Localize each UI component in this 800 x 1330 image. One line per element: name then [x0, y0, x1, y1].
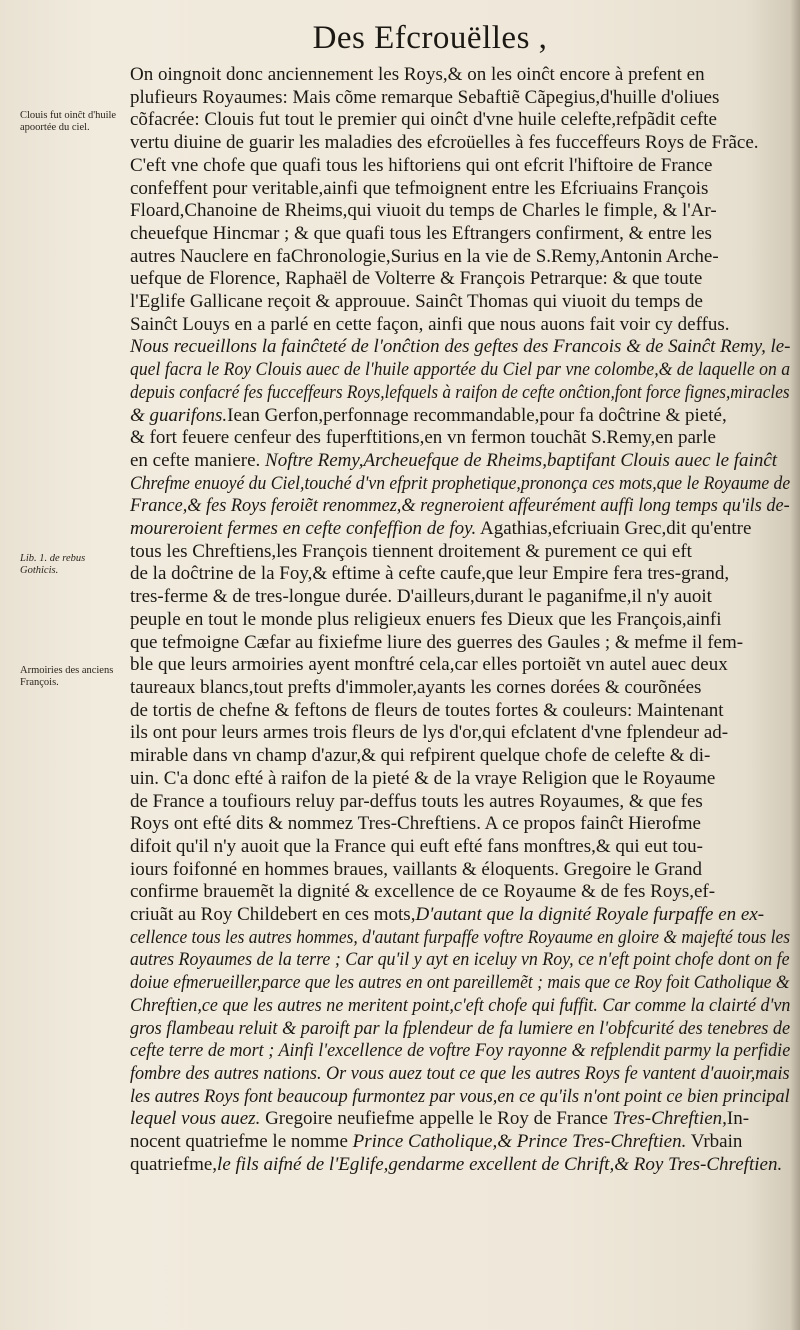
text-segment: ble que leurs armoiries ayent monftré cela,car elles portoiẽt vn autel auec deux: [130, 654, 728, 676]
text-segment: mirable dans vn champ d'azur,& qui refpirent quelque chofe de celefte & di-: [130, 745, 711, 767]
text-segment: taureaux blancs,tout prefts d'immoler,ayants les cornes dorées & courõnées: [130, 676, 702, 698]
text-line: [130, 677, 790, 700]
text-line: [130, 405, 790, 428]
text-segment: In-: [726, 1108, 750, 1130]
text-segment: Agathias,efcriuain Grec,dit qu'entre: [476, 518, 752, 540]
text-line: [130, 994, 791, 1018]
italic-quote-segment: Noftre Remy,Archeuefque de Rheims,baptifant Clouis auec le fainĉt: [265, 449, 778, 471]
body-text: [130, 64, 790, 1176]
text-segment: de tortis de chefne & feftons de fleurs de toutes fortes & couleurs: Maintenant: [130, 699, 724, 721]
italic-quote-segment: doiue efmerueiller,parce que les autres en ont pareillemẽt ; mais que ce Roy foit Catholique &: [130, 972, 790, 994]
text-line: [130, 178, 790, 201]
text-line: [130, 1017, 791, 1041]
text-line: [130, 336, 791, 359]
text-segment: ils ont pour leurs armes trois fleurs de lys d'or,qui efclatent d'vne fplendeur ad-: [130, 722, 729, 744]
text-line: [130, 246, 790, 269]
italic-quote-segment: Nous recueillons la fainĉteté de l'onĉtion des geftes des Francois & de Sainĉt Remy, le-: [130, 336, 791, 358]
italic-quote-segment: lequel vous auez.: [130, 1108, 261, 1130]
text-line: [130, 881, 790, 904]
italic-quote-segment: D'autant que la dignité Royale furpaffe en ex-: [415, 904, 765, 926]
text-segment: & fort feuere cenfeur des fuperftitions,en vn fermon touchãt S.Remy,en parle: [130, 427, 716, 449]
text-segment: iours foifonné en hommes braues, vaillants & éloquents. Gregoire le Grand: [130, 858, 702, 880]
text-line: [130, 291, 790, 314]
text-line: [130, 268, 790, 291]
italic-quote-segment: les autres Roys font beaucoup furmontez par vous,en ce qu'ils n'ont point ce bien principal: [130, 1085, 790, 1107]
text-line: [130, 518, 790, 541]
text-line: [130, 1062, 790, 1086]
text-line: [130, 132, 790, 155]
text-segment: On oingnoit donc anciennement les Roys,& on les oinĉt encore à prefent en: [130, 64, 705, 85]
text-segment: C'eft vne chofe que quafi tous les hiftoriens qui ont efcrit l'hiftoire de France: [130, 154, 713, 176]
text-line: [130, 155, 790, 178]
text-line: [130, 654, 790, 677]
text-line: [130, 427, 790, 450]
text-segment: Vrbain: [686, 1131, 743, 1153]
margin-note-armoiries: Armoiries des anciens François.: [20, 665, 114, 688]
text-line: [130, 1040, 791, 1063]
text-line: [130, 632, 790, 655]
text-line: [130, 1085, 790, 1109]
running-header: Des Efcrouëlles ,: [312, 20, 548, 56]
text-segment: tous les Chreftiens,les François tiennent droitement & purement ce qui eft: [130, 540, 692, 562]
text-line: [130, 381, 790, 405]
text-line: [130, 904, 790, 927]
text-line: [130, 495, 790, 518]
text-line: [130, 586, 790, 609]
text-segment: plufieurs Royaumes: Mais cõme remarque Sebaftiẽ Cãpegius,d'huille d'oliues: [130, 86, 720, 108]
text-segment: autres Nauclere en faChronologie,Surius en la vie de S.Remy,Antonin Arche-: [130, 245, 719, 267]
italic-quote-segment: le fils aifné de l'Eglife,gendarme excellent de Chrift,& Roy Tres-Chreftien.: [217, 1153, 783, 1175]
text-line: [130, 859, 790, 882]
text-line: [130, 87, 790, 110]
text-line: [130, 926, 790, 950]
italic-quote-segment: fombre des autres nations. Or vous auez tout ce que les autres Roys fe vantent d'auoir,mais: [130, 1062, 790, 1084]
text-line: [130, 223, 790, 246]
italic-quote-segment: Chrefme enuoyé du Ciel,touché d'vn efprit prophetique,prononça ces mots,que le Royaume de: [130, 472, 791, 494]
text-segment: uin. C'a donc efté à raifon de la pieté & de la vraye Religion que le Royaume: [130, 767, 716, 789]
text-segment: confirme brauemẽt la dignité & excellence de ce Royaume & de fes Roys,ef-: [130, 881, 716, 903]
italic-quote-segment: autres Royaumes de la terre ; Car qu'il y ayt en iceluy vn Roy, ce n'eft point chofe dont on fe: [130, 949, 790, 971]
text-segment: l'Eglife Gallicane reçoit & approuue. Sainĉt Thomas qui viuoit du temps de: [130, 291, 703, 313]
text-segment: difoit qu'il n'y auoit que la France qui euft efté fans monftres,& qui eut tou-: [130, 835, 704, 857]
text-segment: nocent quatriefme le nomme: [130, 1131, 353, 1153]
text-line: [130, 949, 790, 972]
text-line: [130, 722, 790, 745]
text-segment: Gregoire neufiefme appelle le Roy de France: [260, 1108, 613, 1130]
italic-quote-segment: Prince Catholique,& Prince Tres-Chreftien.: [352, 1131, 687, 1153]
italic-quote-segment: cefte terre de mort ; Ainfi l'excellence de voftre Foy rayonne & refplendit parmy la perfidie: [130, 1040, 791, 1062]
text-segment: cõfacrée: Clouis fut tout le premier qui oinĉt d'vne huile celefte,refpãdit cefte: [130, 109, 717, 131]
page-edge-shadow: [790, 0, 800, 1330]
text-line: [130, 563, 790, 586]
text-segment: de la doĉtrine de la Foy,& eftime à cefte caufe,que leur Empire fera tres-grand,: [130, 563, 730, 585]
italic-quote-segment: quel facra le Roy Clouis auec de l'huile apportée du Ciel par vne colombe,& de laquelle on a: [130, 359, 791, 381]
italic-quote-segment: depuis confacré fes fucceffeurs Roys,lefquels à raifon de cefte onĉtion,font force fignes,miracles: [130, 381, 790, 403]
italic-quote-segment: & guarifons.: [130, 404, 228, 426]
text-line: [130, 200, 790, 223]
text-line: [130, 1154, 790, 1177]
text-line: [130, 109, 790, 132]
text-line: [130, 768, 790, 791]
italic-quote-segment: moureroient fermes en cefte confeffion de foy.: [130, 518, 477, 540]
text-segment: de France a toufiours reluy par-deffus touts les autres Royaumes, & que fes: [130, 790, 703, 812]
text-line: [130, 791, 790, 814]
text-segment: Floard,Chanoine de Rheims,qui viuoit du temps de Charles le fimple, & l'Ar-: [130, 200, 717, 222]
text-line: [130, 541, 790, 564]
text-segment: que tefmoigne Cæfar au fixiefme liure des guerres des Gaules ; & mefme il fem-: [130, 631, 744, 653]
italic-quote-segment: France,& fes Roys feroiẽt renommez,& regneroient affeurément auffi long temps qu'ils de-: [130, 495, 790, 517]
margin-note-lib-gothicis: Lib. 1. de rebus Gothicis.: [20, 553, 86, 576]
text-segment: peuple en tout le monde plus religieux enuers fes Dieux que les François,ainfi: [130, 608, 722, 630]
italic-quote-segment: gros flambeau reluit & paroift par la fplendeur de fa lumiere en l'obfcurité des tenebres de: [130, 1017, 791, 1039]
text-line: [130, 700, 790, 723]
text-segment: cheuefque Hincmar ; & que quafi tous les Eftrangers confirment, & entre les: [130, 222, 712, 244]
text-line: [130, 609, 790, 632]
text-line: [130, 972, 790, 995]
text-line: [130, 359, 791, 382]
text-line: [130, 745, 790, 768]
text-line: [130, 813, 790, 836]
italic-quote-segment: Tres-Chreftien,: [612, 1108, 727, 1130]
text-segment: Iean Gerfon,perfonnage recommandable,pour fa doĉtrine & pieté,: [227, 404, 727, 426]
margin-note-clouis: Clouis fut oinĉt d'huile apoortée du ciel.: [20, 110, 117, 133]
text-segment: confeffent pour veritable,ainfi que tefmoignent entre les Efcriuains François: [130, 177, 709, 199]
text-segment: quatriefme,: [130, 1153, 218, 1175]
text-segment: en cefte maniere.: [130, 449, 266, 471]
text-segment: Roys ont efté dits & nommez Tres-Chreftiens. A ce propos fainĉt Hierofme: [130, 813, 701, 835]
text-line: [130, 1108, 790, 1131]
text-segment: vertu diuine de guarir les maladies des efcroüelles à fes fucceffeurs Roys de Frãce.: [130, 132, 759, 154]
text-line: [130, 64, 790, 87]
text-line: [130, 1131, 790, 1154]
text-line: [130, 472, 791, 496]
text-line: [130, 450, 790, 473]
italic-quote-segment: cellence tous les autres hommes, d'autant furpaffe voftre Royaume en gloire & majefté tous les: [130, 926, 790, 948]
text-line: [130, 836, 790, 859]
text-line: [130, 314, 790, 337]
text-segment: tres-ferme & de tres-longue durée. D'ailleurs,durant le paganifme,il n'y auoit: [130, 586, 712, 608]
text-segment: uefque de Florence, Raphaël de Volterre & François Petrarque: & que toute: [130, 268, 703, 290]
text-segment: Sainĉt Louys en a parlé en cette façon, ainfi que nous auons fait voir cy deffus.: [130, 313, 730, 335]
text-segment: criuãt au Roy Childebert en ces mots,: [130, 904, 416, 926]
italic-quote-segment: Chreftien,ce que les autres ne meritent point,c'eft chofe qui fuffit. Car comme la clairté d'vn: [130, 994, 791, 1016]
